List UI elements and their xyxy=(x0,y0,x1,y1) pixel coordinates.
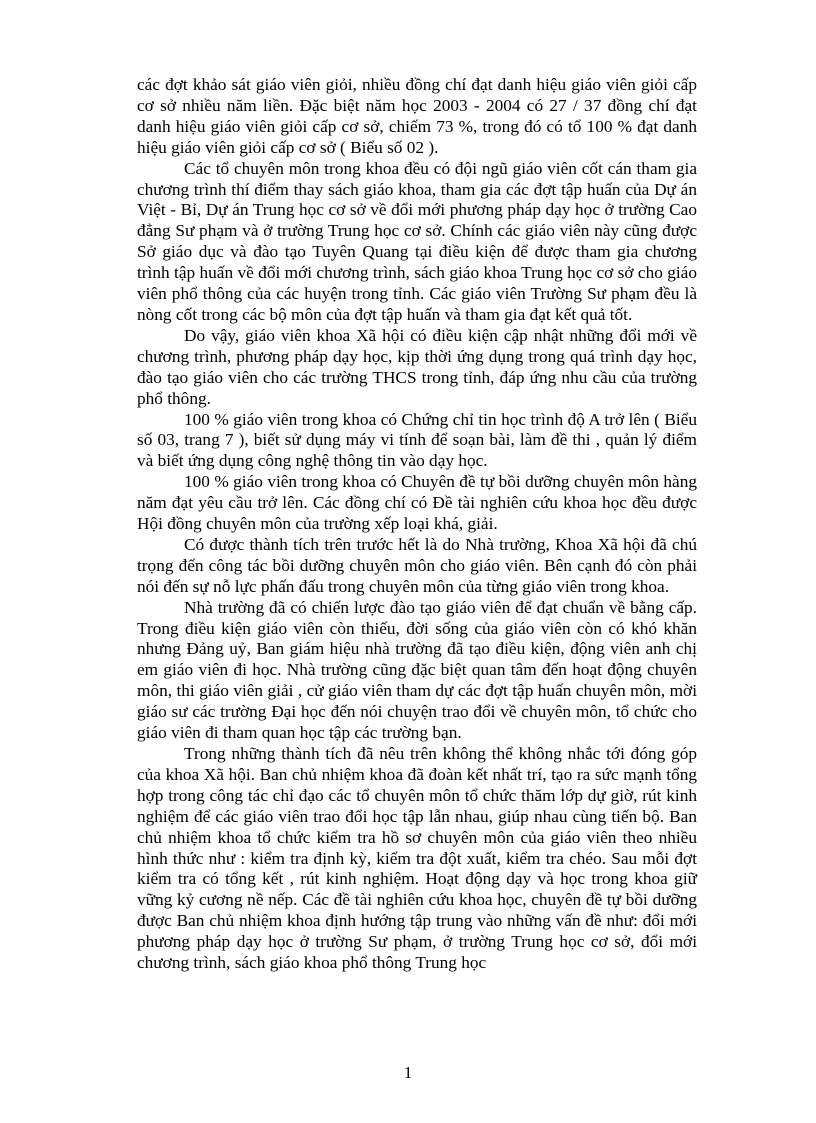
page-number: 1 xyxy=(403,1063,413,1082)
paragraph-2: Các tổ chuyên môn trong khoa đều có đội ngũ giáo viên cốt cán tham gia chương trình thí điểm thay sách giáo khoa, tham gia các đợt tập huấn của Dự án Việt - Bỉ, Dự án Trung học cơ sở về đổi mới phương pháp dạy học ở trường Cao đẳng Sư phạm và ở trường Trung học cơ sở. Chính các giáo viên này cũng được Sở giáo dục và đào tạo Tuyên Quang tại điều kiện để được tham gia chương trình tập huấn về đổi mới chương trình, sách giáo khoa Trung học cơ sở cho giáo viên phổ thông của các huyện trong tỉnh. Các giáo viên Trường Sư phạm đều là nòng cốt trong các bộ môn của đợt tập huấn và tham gia đạt kết quả tốt. xyxy=(137,158,697,324)
paragraph-3: Do vậy, giáo viên khoa Xã hội có điều kiện cập nhật những đổi mới về chương trình, phương pháp dạy học, kịp thời ứng dụng trong quá trình dạy học, đào tạo giáo viên cho các trường THCS trong tỉnh, đáp ứng nhu cầu của trường phổ thông. xyxy=(137,325,697,408)
paragraph-4: 100 % giáo viên trong khoa có Chứng chỉ tin học trình độ A trở lên ( Biểu số 03, trang 7 ), biết sử dụng máy vi tính để soạn bài, làm đề thi , quản lý điểm và biết ứng dụng công nghệ thông tin vào dạy học. xyxy=(137,409,697,471)
paragraph-8: Trong những thành tích đã nêu trên không thể không nhắc tới đóng góp của khoa Xã hội. Ban chủ nhiệm khoa đã đoàn kết nhất trí, tạo ra sức mạnh tổng hợp trong công tác chỉ đạo các tổ chuyên môn tổ chức thăm lớp dự giờ, rút kinh nghiệm để các giáo viên trao đổi học tập lẫn nhau, giúp nhau cùng tiến bộ. Ban chủ nhiệm khoa tổ chức kiểm tra hồ sơ chuyên môn của giáo viên theo nhiều hình thức như : kiểm tra định kỳ, kiểm tra đột xuất, kiểm tra chéo. Sau mỗi đợt kiểm tra có tổng kết , rút kinh nghiệm. Hoạt động dạy và học trong khoa giữ vững kỷ cương nề nếp. Các đề tài nghiên cứu khoa học, chuyên đề tự bồi dưỡng được Ban chủ nhiệm khoa định hướng tập trung vào những vấn đề như: đổi mới phương pháp dạy học ở trường Sư phạm, ở trường Trung học cơ sở, đổi mới chương trình, sách giáo khoa phổ thông Trung học xyxy=(137,744,697,973)
paragraph-1: các đợt khảo sát giáo viên giỏi, nhiều đồng chí đạt danh hiệu giáo viên giỏi cấp cơ sở nhiều năm liền. Đặc biệt năm học 2003 - 2004 có 27 / 37 đồng chí đạt danh hiệu giáo viên giỏi cấp cơ sở, chiếm 73 %, trong đó có tổ 100 % đạt danh hiệu giáo viên giỏi cấp cơ sở ( Biểu số 02 ). xyxy=(137,75,697,157)
paragraph-7: Nhà trường đã có chiến lược đào tạo giáo viên để đạt chuẩn về bằng cấp. Trong điều kiện giáo viên còn thiếu, đời sống của giáo viên còn có khó khăn nhưng Đảng uỷ, Ban giám hiệu nhà trường đã tạo điều kiện, động viên anh chị em giáo viên đi học. Nhà trường cũng đặc biệt quan tâm đến hoạt động chuyên môn, thi giáo viên giải , cử giáo viên tham dự các đợt tập huấn chuyên môn, mời giáo sư các trường Đại học đến nói chuyện trao đổi về chuyên môn, tổ chức cho giáo viên đi tham quan học tập các trường bạn. xyxy=(137,597,697,743)
document-body xyxy=(137,75,697,974)
paragraph-6: Có được thành tích trên trước hết là do Nhà trường, Khoa Xã hội đã chú trọng đến công tác bồi dưỡng chuyên môn cho giáo viên. Bên cạnh đó còn phải nói đến sự nỗ lực phấn đấu trong chuyên môn của từng giáo viên trong khoa. xyxy=(137,534,697,596)
paragraph-5: 100 % giáo viên trong khoa có Chuyên đề tự bồi dưỡng chuyên môn hàng năm đạt yêu cầu trở lên. Các đồng chí có Đề tài nghiên cứu khoa học đều được Hội đồng chuyên môn của trường xếp loại khá, giải. xyxy=(137,472,697,534)
